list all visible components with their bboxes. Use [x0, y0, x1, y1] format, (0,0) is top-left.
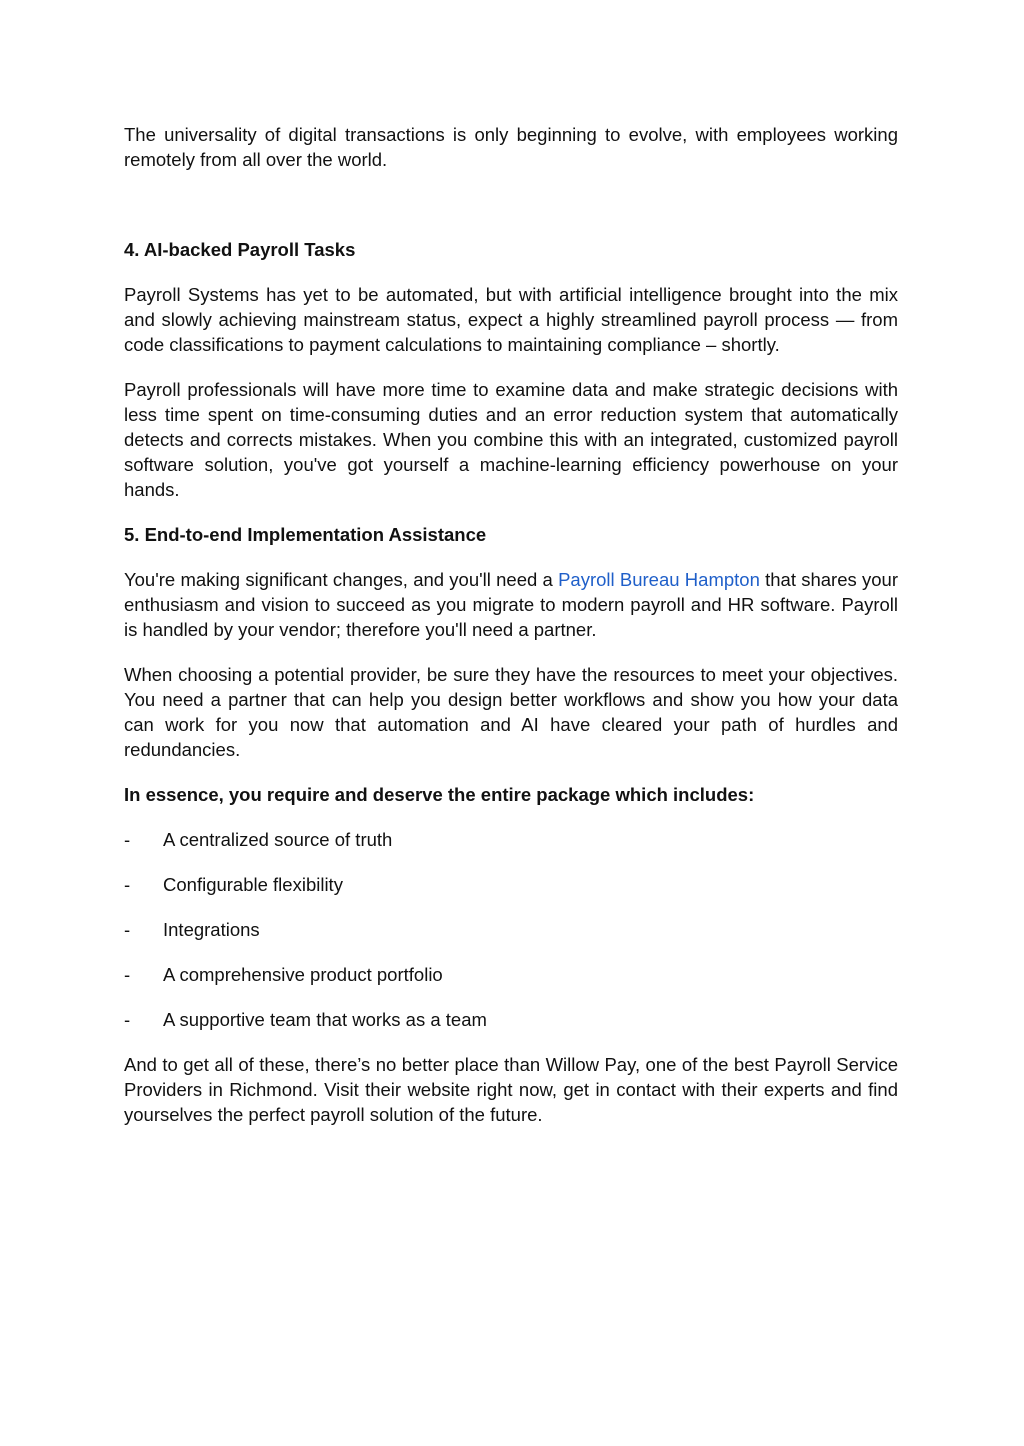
- list-item: [124, 1007, 898, 1032]
- list-item-text: Configurable flexibility: [163, 874, 343, 895]
- section-5-paragraph-1-start: You're making significant changes, and you'll need a: [124, 569, 559, 590]
- essence-heading: In essence, you require and deserve the entire package which includes:: [124, 784, 755, 805]
- list-bullet: -: [124, 1009, 131, 1030]
- list-bullet: -: [124, 874, 131, 895]
- section-5-paragraph-1: [124, 567, 898, 642]
- document-page: [124, 122, 898, 1147]
- list-item-text: A supportive team that works as a team: [163, 1009, 487, 1030]
- section-4-paragraph-2: Payroll professionals will have more time to examine data and make strategic decisions with less time spent on time-consuming duties and an error reduction system that automatically detects and corrects mistakes. When you combine this with an integrated, customized payroll software solution, you've got yourself a machine-learning efficiency powerhouse on your hands.: [124, 379, 898, 500]
- list-item: [124, 962, 898, 987]
- list-bullet: -: [124, 919, 131, 940]
- section-4-heading: 4. AI-backed Payroll Tasks: [124, 239, 356, 260]
- list-item: [124, 827, 898, 852]
- payroll-bureau-hampton-link[interactable]: Payroll Bureau Hampton: [558, 569, 760, 590]
- package-list: [124, 827, 898, 1032]
- list-bullet: -: [124, 964, 131, 985]
- list-item-text: A comprehensive product portfolio: [163, 964, 443, 985]
- section-5-paragraph-2: When choosing a potential provider, be sure they have the resources to meet your objectives. You need a partner that can help you design better workflows and show you how your data can work for you now that automation and AI have cleared your path of hurdles and redundancies.: [124, 664, 898, 760]
- section-4-paragraph-1: Payroll Systems has yet to be automated, but with artificial intelligence brought into the mix and slowly achieving mainstream status, expect a highly streamlined payroll process — from code classifications to payment calculations to maintaining compliance – shortly.: [124, 284, 898, 355]
- closing-paragraph: And to get all of these, there’s no better place than Willow Pay, one of the best Payroll Service Providers in Richmond. Visit their website right now, get in contact with their experts and find yourselves the perfect payroll solution of the future.: [124, 1054, 898, 1125]
- intro-paragraph: The universality of digital transactions is only beginning to evolve, with employees working remotely from all over the world.: [124, 124, 898, 170]
- list-item-text: A centralized source of truth: [163, 829, 393, 850]
- list-item: [124, 917, 898, 942]
- section-5-paragraph-1-end: that shares your enthusiasm and vision to succeed as you migrate to modern payroll and HR software. Payroll is handled by your vendor; therefore you'll need a partner.: [124, 569, 898, 640]
- list-bullet: -: [124, 829, 131, 850]
- list-item-text: Integrations: [163, 919, 260, 940]
- list-item: [124, 872, 898, 897]
- section-5-heading: 5. End-to-end Implementation Assistance: [124, 524, 487, 545]
